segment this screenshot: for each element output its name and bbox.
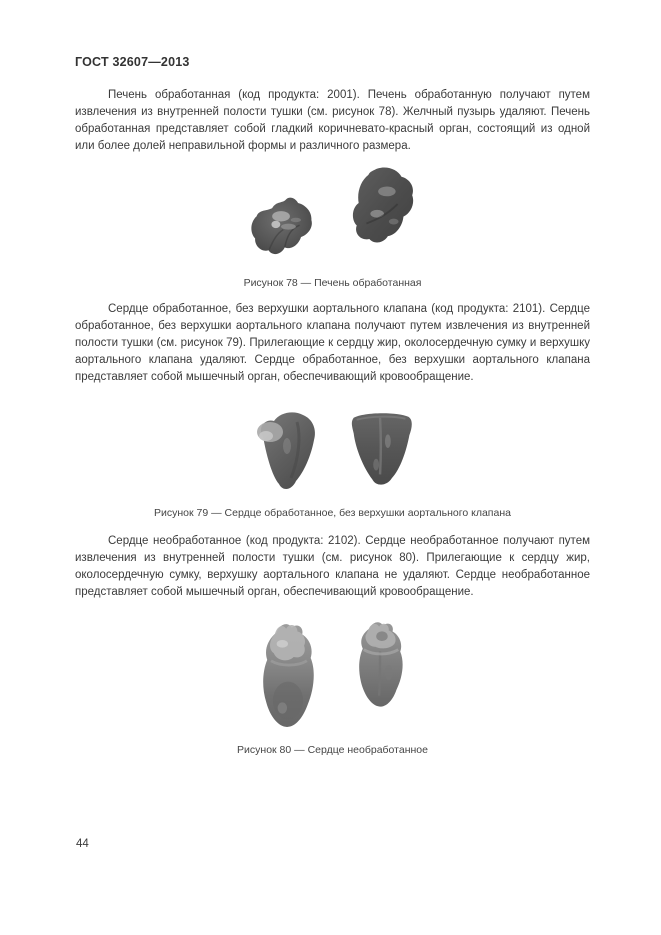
figure-78 bbox=[75, 165, 590, 289]
paragraph-heart-processed: Сердце обработанное, без верхушки аортального клапана (код продукта: 2101). Сердце обработанное, без верхушки аортального клапана получают путем извлечения из внутренней полости тушки (см. рисунок 79). Прилегающие к сердцу жир, околосердечную сумку и верхушку аортального клапана удаляют. Сердце обработанное, без верхушки аортального клапана представляет собой мышечный орган, обеспечивающий кровообращение. bbox=[75, 303, 590, 383]
document-header: ГОСТ 32607—2013 bbox=[75, 55, 190, 69]
document-content bbox=[75, 55, 590, 756]
processed-heart-left-photo-image bbox=[247, 406, 321, 494]
processed-liver-front-photo-image bbox=[247, 188, 321, 266]
paragraph-heart-unprocessed: Сердце необработанное (код продукта: 2102). Сердце необработанное получают путем извлечения из внутренней полости тушки (см. рисунок 80). Прилегающие к сердцу жир, околосердечную сумку, верхушку аортального клапана не удаляют. Сердце необработанное представляет собой мышечный орган, обеспечивающий кровообращение. bbox=[75, 535, 590, 598]
unprocessed-heart-right-photo-image bbox=[350, 617, 412, 713]
figure-80 bbox=[75, 617, 590, 756]
unprocessed-heart-left-photo-image bbox=[254, 617, 322, 733]
figure-78-images bbox=[75, 165, 590, 266]
figure-79 bbox=[75, 406, 590, 519]
processed-heart-right-photo-image bbox=[346, 408, 418, 490]
paragraph-liver-processed: Печень обработанная (код продукта: 2001). Печень обработанную получают путем извлечения из внутренней полости тушки (см. рисунок 78). Желчный пузырь удаляют. Печень обработанная представляет собой гладкий коричневато-красный орган, состоящий из одной или более долей неправильной формы и различного размера. bbox=[75, 89, 590, 152]
processed-liver-side-photo-image bbox=[347, 165, 419, 245]
figure-79-images bbox=[75, 406, 590, 494]
figure-80-caption: Рисунок 80 — Сердце необработанное bbox=[237, 744, 428, 756]
figure-78-caption: Рисунок 78 — Печень обработанная bbox=[243, 277, 422, 289]
page-number: 44 bbox=[76, 838, 89, 850]
figure-79-caption: Рисунок 79 — Сердце обработанное, без верхушки аортального клапана bbox=[154, 507, 511, 519]
figure-80-images bbox=[75, 617, 590, 733]
